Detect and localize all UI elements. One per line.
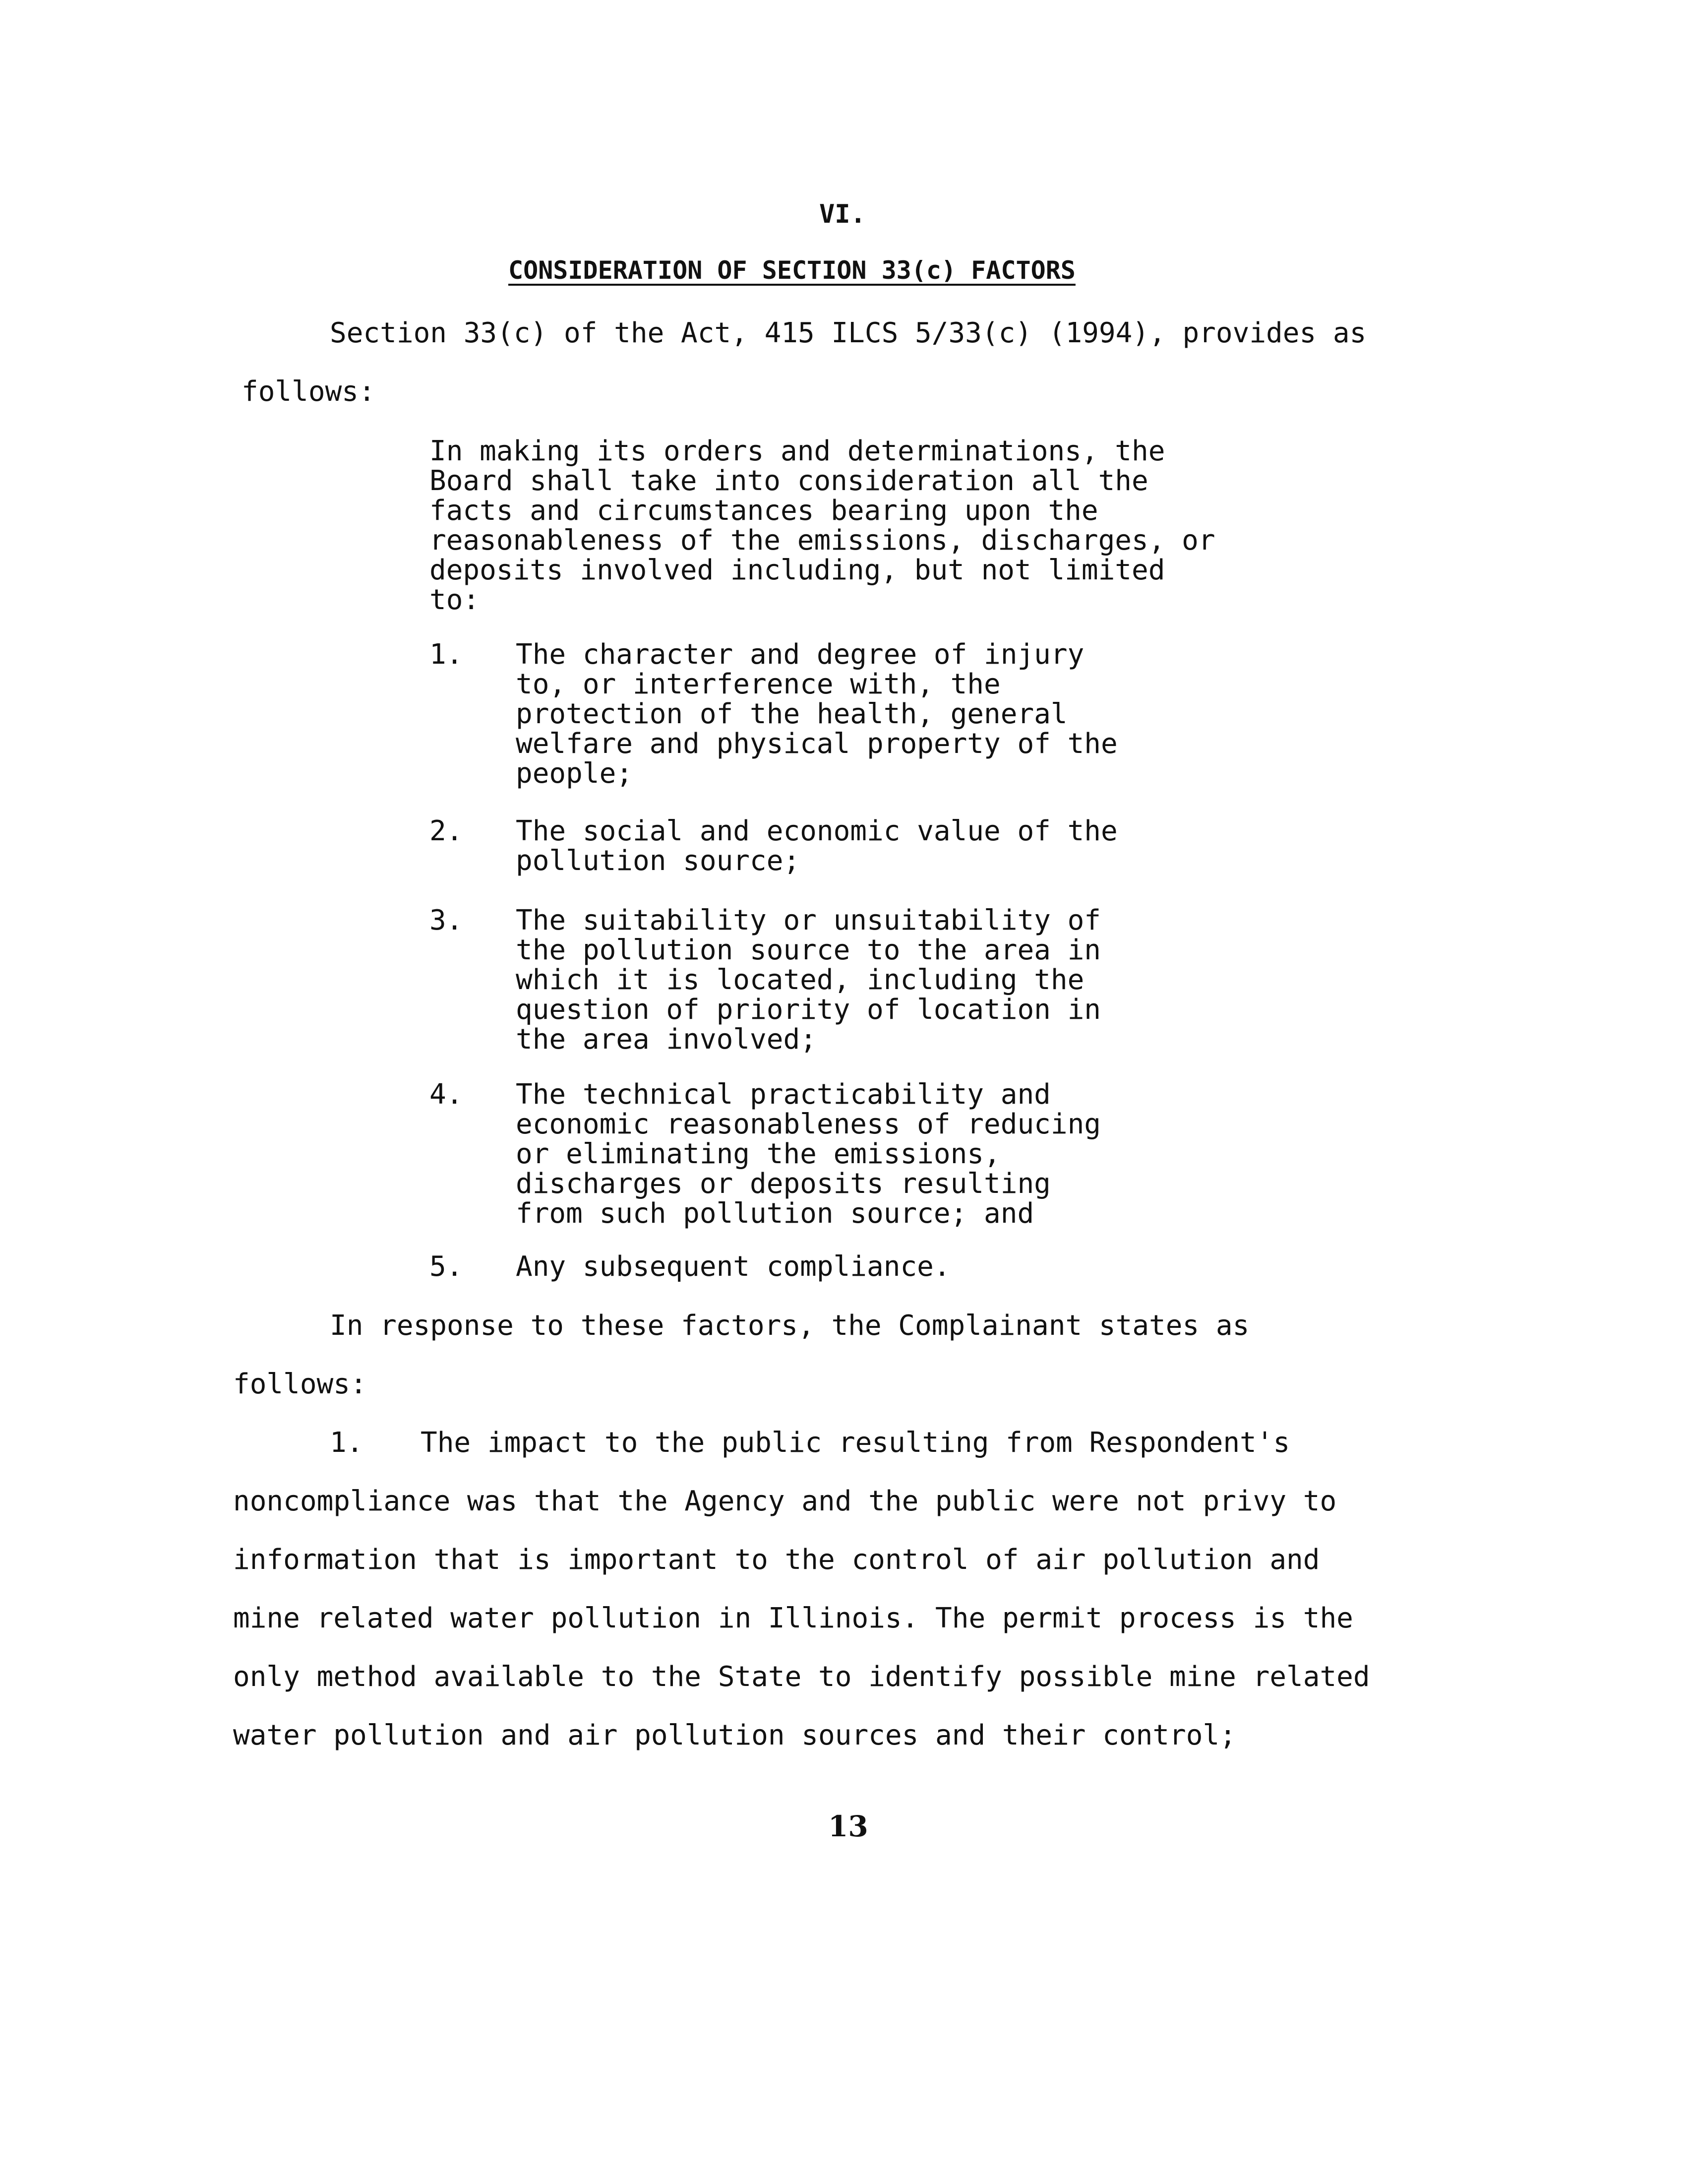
factor-number: 5. — [429, 1250, 463, 1283]
quote-line: facts and circumstances bearing upon the — [429, 495, 1098, 527]
response-intro-line-1: In response to these factors, the Complainant states as — [330, 1310, 1250, 1342]
factor-line: from such pollution source; and — [516, 1197, 1034, 1230]
quote-line: to: — [429, 584, 480, 616]
quote-line: reasonableness of the emissions, discharges, or — [429, 524, 1215, 557]
factor-line: pollution source; — [516, 845, 800, 877]
factor-line: The suitability or unsuitability of — [516, 904, 1101, 936]
section-number: VI. — [819, 199, 866, 229]
factor-text — [516, 816, 1118, 876]
factor-number: 3. — [429, 904, 463, 936]
factor-number: 1. — [429, 638, 463, 671]
factor-number: 2. — [429, 815, 463, 847]
response-line: only method available to the State to identify possible mine related — [233, 1661, 1370, 1693]
factor-line: people; — [516, 757, 633, 790]
factor-line: the pollution source to the area in — [516, 934, 1101, 966]
factor-text — [516, 1252, 951, 1282]
intro-line-1: Section 33(c) of the Act, 415 ILCS 5/33(c) (1994), provides as — [330, 317, 1367, 349]
response-intro-line-2: follows: — [233, 1368, 367, 1400]
factor-line: The social and economic value of the — [516, 815, 1118, 847]
quote-line: In making its orders and determinations, the — [429, 435, 1165, 467]
factor-line: protection of the health, general — [516, 698, 1068, 730]
response-line: water pollution and air pollution sources and their control; — [233, 1719, 1236, 1751]
factor-number: 4. — [429, 1078, 463, 1111]
factor-line: the area involved; — [516, 1023, 817, 1056]
response-number: 1. — [330, 1427, 363, 1459]
factor-line: The technical practicability and — [516, 1078, 1051, 1111]
page-number: 13 — [828, 1810, 868, 1843]
statute-quote — [429, 437, 1215, 615]
quote-line: deposits involved including, but not limited — [429, 554, 1165, 586]
section-title: CONSIDERATION OF SECTION 33(c) FACTORS — [508, 256, 1076, 285]
factor-line: Any subsequent compliance. — [516, 1250, 951, 1283]
factor-line: welfare and physical property of the — [516, 728, 1118, 760]
factor-line: The character and degree of injury — [516, 638, 1085, 671]
response-line: mine related water pollution in Illinois. The permit process is the — [233, 1602, 1353, 1634]
response-line: information that is important to the control of air pollution and — [233, 1544, 1320, 1576]
factor-line: discharges or deposits resulting — [516, 1168, 1051, 1200]
factor-line: question of priority of location in — [516, 994, 1101, 1026]
factor-line: economic reasonableness of reducing — [516, 1108, 1101, 1140]
factor-line: to, or interference with, the — [516, 668, 1001, 700]
factor-line: or eliminating the emissions, — [516, 1138, 1001, 1170]
factor-line: which it is located, including the — [516, 964, 1085, 996]
intro-line-2: follows: — [241, 375, 375, 408]
response-line: The impact to the public resulting from Respondent's — [421, 1427, 1290, 1459]
factor-text — [516, 906, 1101, 1055]
factor-text — [516, 640, 1118, 789]
response-line: noncompliance was that the Agency and the public were not privy to — [233, 1485, 1337, 1517]
factor-text — [516, 1080, 1101, 1229]
quote-line: Board shall take into consideration all the — [429, 465, 1148, 497]
